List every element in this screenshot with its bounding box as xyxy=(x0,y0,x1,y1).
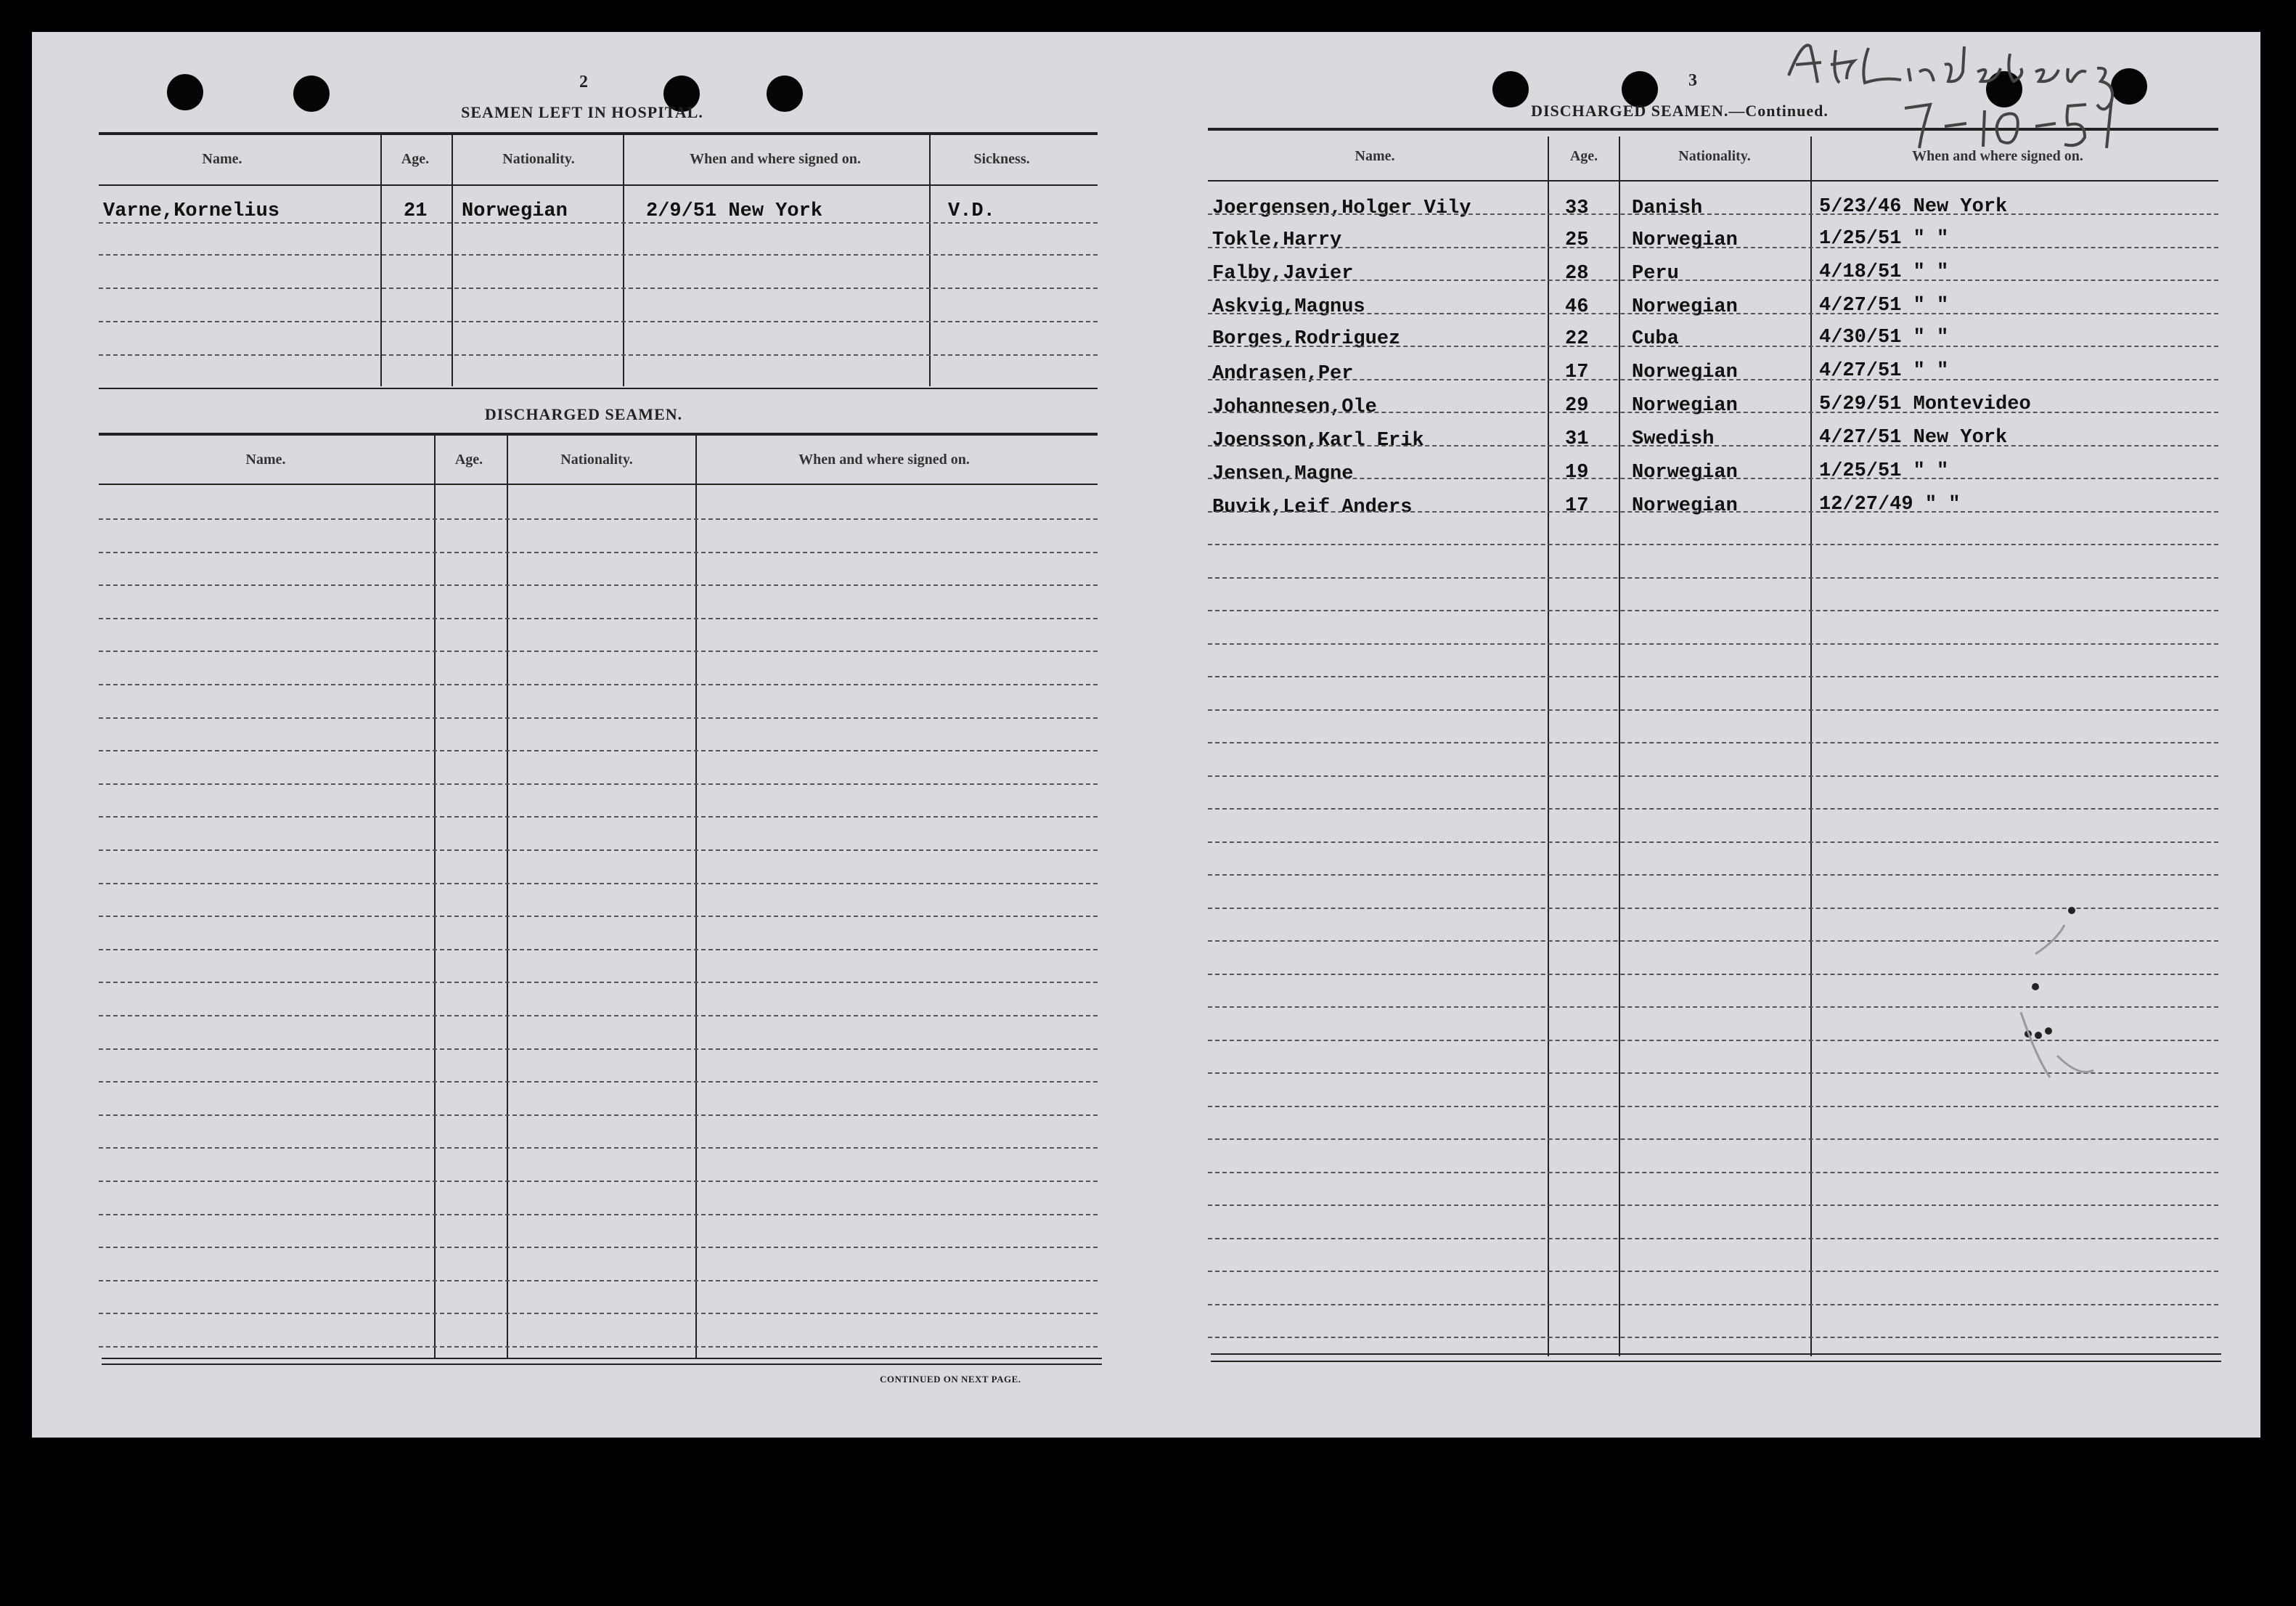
hospital-header-name: Name. xyxy=(202,151,242,167)
row-rule xyxy=(99,1181,1098,1182)
rule xyxy=(1211,1361,2221,1362)
handwritten-signature xyxy=(1774,32,2152,155)
seaman-nationality: Cuba xyxy=(1632,328,1679,350)
seaman-signed-on: 4/30/51 " " xyxy=(1819,327,1949,348)
row-rule xyxy=(99,254,1098,256)
faint-stamp xyxy=(1992,867,2123,1099)
column-divider xyxy=(507,436,508,1358)
column-divider xyxy=(380,135,382,386)
row-rule xyxy=(99,1081,1098,1083)
discharged-continued-title: DISCHARGED SEAMEN.—Continued. xyxy=(1531,102,1829,120)
row-rule xyxy=(99,354,1098,356)
row-rule xyxy=(99,321,1098,322)
seaman-name: Joensson,Karl Erik xyxy=(1212,430,1424,452)
rule xyxy=(1211,1353,2221,1355)
seaman-nationality: Norwegian xyxy=(1632,395,1738,417)
column-divider xyxy=(434,436,436,1358)
row-rule xyxy=(99,916,1098,917)
hospital-name: Varne,Kornelius xyxy=(103,200,280,222)
column-divider xyxy=(452,135,453,386)
rule xyxy=(99,433,1098,436)
seaman-nationality: Peru xyxy=(1632,263,1679,285)
row-rule xyxy=(1208,1204,2218,1206)
row-rule xyxy=(1208,1238,2218,1239)
row-rule xyxy=(99,849,1098,851)
row-rule xyxy=(1208,313,2218,314)
row-rule xyxy=(1208,1337,2218,1338)
row-rule xyxy=(99,750,1098,751)
row-rule xyxy=(99,1015,1098,1016)
seaman-age: 25 xyxy=(1565,229,1589,251)
seaman-name: Buvik,Leif Anders xyxy=(1212,497,1413,518)
seaman-signed-on: 5/23/46 New York xyxy=(1819,196,2008,218)
row-rule xyxy=(99,982,1098,983)
row-rule xyxy=(1208,247,2218,248)
hospital-age: 21 xyxy=(404,200,428,222)
row-rule xyxy=(1208,1138,2218,1140)
seaman-name: Falby,Javier xyxy=(1212,263,1354,285)
seaman-signed-on: 12/27/49 " " xyxy=(1819,494,1961,515)
seaman-name: Borges,Rodriguez xyxy=(1212,328,1401,350)
column-divider xyxy=(623,135,624,386)
seaman-age: 33 xyxy=(1565,197,1589,219)
hospital-signed-on: 2/9/51 New York xyxy=(646,200,823,222)
row-rule xyxy=(99,518,1098,520)
seaman-nationality: Norwegian xyxy=(1632,296,1738,318)
page-number-left: 2 xyxy=(579,73,588,91)
row-rule xyxy=(99,717,1098,719)
seaman-signed-on: 1/25/51 " " xyxy=(1819,460,1949,482)
seaman-age: 31 xyxy=(1565,428,1589,450)
row-rule xyxy=(1208,445,2218,447)
row-rule xyxy=(1208,346,2218,347)
row-rule xyxy=(99,783,1098,785)
row-rule xyxy=(1208,808,2218,810)
binder-hole xyxy=(767,76,803,112)
column-divider xyxy=(1619,136,1620,1356)
right-header-age: Age. xyxy=(1569,148,1598,164)
seaman-nationality: Norwegian xyxy=(1632,362,1738,383)
binder-hole xyxy=(167,74,203,110)
seaman-age: 29 xyxy=(1565,395,1589,417)
row-rule xyxy=(1208,775,2218,777)
row-rule xyxy=(1208,709,2218,711)
seaman-name: Askvig,Magnus xyxy=(1212,296,1365,318)
row-rule xyxy=(1208,1106,2218,1107)
rule xyxy=(1208,180,2218,182)
seaman-nationality: Danish xyxy=(1632,197,1703,219)
row-rule xyxy=(1208,511,2218,513)
seaman-signed-on: 4/27/51 " " xyxy=(1819,295,1949,317)
row-rule xyxy=(1208,1172,2218,1173)
row-rule xyxy=(99,552,1098,553)
rule xyxy=(99,184,1098,186)
row-rule xyxy=(1208,577,2218,579)
hospital-section-title: SEAMEN LEFT IN HOSPITAL. xyxy=(461,103,703,121)
hospital-nationality: Norwegian xyxy=(462,200,568,222)
row-rule xyxy=(99,949,1098,950)
footer-note: CONTINUED ON NEXT PAGE. xyxy=(880,1374,1021,1385)
discharged-header-age: Age. xyxy=(454,452,483,468)
column-divider xyxy=(1810,136,1812,1356)
seaman-nationality: Swedish xyxy=(1632,428,1715,450)
hospital-sickness: V.D. xyxy=(948,200,995,222)
seaman-age: 17 xyxy=(1565,362,1589,383)
row-rule xyxy=(99,1147,1098,1149)
rule xyxy=(99,484,1098,485)
row-rule xyxy=(99,222,1098,224)
row-rule xyxy=(99,1346,1098,1348)
discharged-header-signed-on: When and where signed on. xyxy=(798,452,970,468)
row-rule xyxy=(1208,610,2218,611)
seaman-age: 46 xyxy=(1565,296,1589,318)
document-sheet xyxy=(32,32,2260,1438)
seaman-name: Johannesen,Ole xyxy=(1212,396,1377,418)
row-rule xyxy=(99,1280,1098,1281)
row-rule xyxy=(1208,643,2218,645)
seaman-age: 22 xyxy=(1565,328,1589,350)
binder-hole xyxy=(1492,71,1529,107)
discharged-header-nationality: Nationality. xyxy=(560,452,633,468)
row-rule xyxy=(1208,478,2218,479)
right-header-signed-on: When and where signed on. xyxy=(1912,148,2083,164)
row-rule xyxy=(1208,544,2218,545)
hospital-header-age: Age. xyxy=(401,151,430,167)
seaman-name: Jensen,Magne xyxy=(1212,463,1354,485)
row-rule xyxy=(1208,742,2218,743)
row-rule xyxy=(99,1048,1098,1050)
row-rule xyxy=(1208,412,2218,413)
row-rule xyxy=(99,288,1098,289)
row-rule xyxy=(99,816,1098,818)
row-rule xyxy=(99,1214,1098,1215)
row-rule xyxy=(1208,379,2218,380)
binder-hole xyxy=(293,76,330,112)
row-rule xyxy=(99,584,1098,586)
seaman-nationality: Norwegian xyxy=(1632,495,1738,517)
row-rule xyxy=(99,1313,1098,1314)
row-rule xyxy=(99,1247,1098,1248)
discharged-section-title: DISCHARGED SEAMEN. xyxy=(484,405,683,423)
column-divider xyxy=(695,436,697,1358)
hospital-header-signed-on: When and where signed on. xyxy=(690,151,861,167)
row-rule xyxy=(99,651,1098,652)
row-rule xyxy=(1208,841,2218,843)
seaman-signed-on: 4/27/51 " " xyxy=(1819,360,1949,382)
seaman-name: Andrasen,Per xyxy=(1212,363,1354,385)
seaman-nationality: Norwegian xyxy=(1632,462,1738,484)
seaman-nationality: Norwegian xyxy=(1632,229,1738,251)
column-divider xyxy=(929,135,931,386)
hospital-header-nationality: Nationality. xyxy=(502,151,575,167)
discharged-header-name: Name. xyxy=(245,452,286,468)
row-rule xyxy=(99,684,1098,685)
right-header-nationality: Nationality. xyxy=(1678,148,1751,164)
seaman-signed-on: 4/27/51 New York xyxy=(1819,427,2008,449)
seaman-age: 28 xyxy=(1565,263,1589,285)
seaman-signed-on: 4/18/51 " " xyxy=(1819,261,1949,283)
rule xyxy=(99,388,1098,389)
rule xyxy=(99,132,1098,135)
rule xyxy=(102,1364,1102,1365)
seaman-age: 19 xyxy=(1565,462,1589,484)
row-rule xyxy=(1208,1271,2218,1272)
row-rule xyxy=(1208,213,2218,215)
row-rule xyxy=(1208,280,2218,281)
seaman-name: Joergensen,Holger Vily xyxy=(1212,197,1471,219)
rule xyxy=(102,1358,1102,1359)
seaman-age: 17 xyxy=(1565,495,1589,517)
row-rule xyxy=(99,1114,1098,1116)
right-header-name: Name. xyxy=(1355,148,1395,164)
row-rule xyxy=(99,883,1098,884)
seaman-signed-on: 5/29/51 Montevideo xyxy=(1819,394,2031,415)
row-rule xyxy=(1208,676,2218,677)
column-divider xyxy=(1548,136,1549,1356)
hospital-header-sickness: Sickness. xyxy=(973,151,1030,167)
row-rule xyxy=(1208,1304,2218,1305)
seaman-signed-on: 1/25/51 " " xyxy=(1819,228,1949,250)
row-rule xyxy=(99,618,1098,619)
seaman-name: Tokle,Harry xyxy=(1212,229,1342,251)
page-number-right: 3 xyxy=(1688,71,1697,90)
